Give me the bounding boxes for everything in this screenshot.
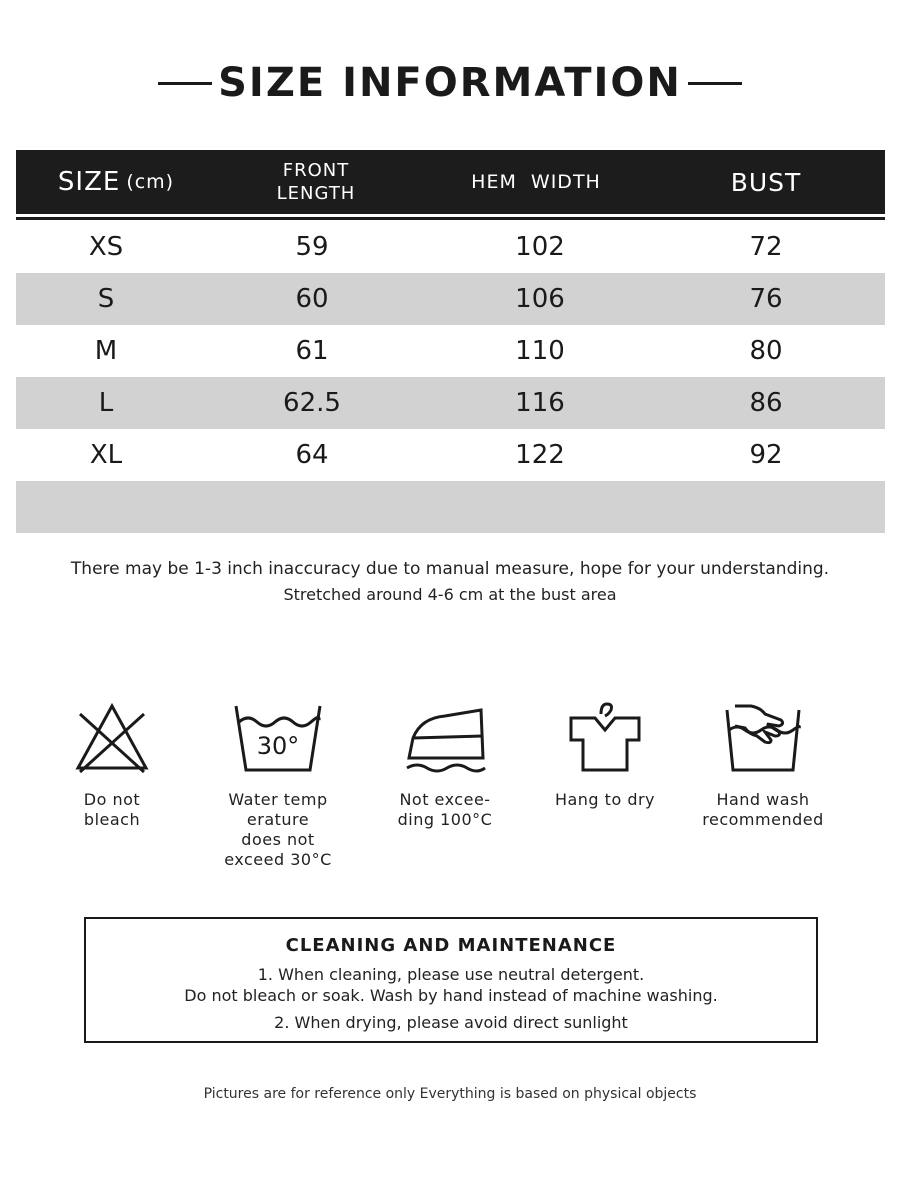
cell-front-length: 59: [295, 232, 329, 262]
cell-hem-width: 106: [515, 284, 565, 314]
header-front-length-line1: FRONT: [282, 160, 350, 181]
title-rule-left: [158, 82, 212, 85]
care-item-iron: [370, 700, 520, 830]
wash-30-icon: [228, 700, 328, 776]
table-row: [16, 429, 885, 481]
cell-hem-width: 110: [515, 336, 565, 366]
cell-front-length: 61: [295, 336, 329, 366]
care-label-no-bleach: Do not bleach: [83, 790, 141, 829]
size-table-header: [16, 150, 885, 214]
cleaning-line-3: 2. When drying, please avoid direct sunlight: [274, 1013, 628, 1032]
size-information-title: [0, 55, 900, 111]
reference-footer: Pictures are for reference only Everything is based on physical objects: [203, 1086, 697, 1102]
cell-size: M: [94, 336, 118, 366]
cell-bust: 92: [749, 440, 783, 470]
care-item-hand-wash: [688, 700, 838, 830]
table-row: [16, 377, 885, 429]
cleaning-maintenance-box: [84, 917, 818, 1043]
header-size: [16, 150, 216, 214]
hang-dry-icon: [565, 700, 645, 776]
cleaning-line-1: 1. When cleaning, please use neutral detergent.: [257, 965, 645, 984]
table-row-empty: [16, 481, 885, 533]
cell-bust: 72: [749, 232, 783, 262]
title-rule-right: [688, 82, 742, 85]
cell-front-length: 62.5: [283, 388, 341, 418]
care-label-hang-dry: Hang to dry: [554, 790, 656, 809]
cell-hem-width: 102: [515, 232, 565, 262]
cell-hem-width: 116: [515, 388, 565, 418]
cell-front-length: 60: [295, 284, 329, 314]
care-item-no-bleach: [37, 700, 187, 830]
cell-size: L: [98, 388, 114, 418]
iron-icon: [403, 700, 487, 776]
header-size-label: SIZE: [57, 167, 121, 197]
cell-hem-width: 122: [515, 440, 565, 470]
page-title: SIZE INFORMATION: [218, 60, 682, 106]
table-row: [16, 273, 885, 325]
header-size-unit: (cm): [126, 171, 175, 193]
header-front-length-line2: LENGTH: [276, 183, 356, 204]
table-row: [16, 221, 885, 273]
care-label-wash-30: Water temp erature does not exceed 30°C: [224, 790, 332, 869]
cell-bust: 86: [749, 388, 783, 418]
no-bleach-icon: [74, 700, 150, 776]
table-row: [16, 325, 885, 377]
accuracy-note: There may be 1-3 inch inaccuracy due to manual measure, hope for your understanding.: [70, 559, 830, 579]
header-bust: BUST: [730, 167, 802, 197]
wash-temp-text: 30°: [256, 732, 300, 760]
care-item-wash-30: [203, 700, 353, 870]
care-item-hang-dry: [530, 700, 680, 810]
cleaning-title: CLEANING AND MAINTENANCE: [285, 935, 617, 956]
header-divider: [16, 217, 885, 220]
cell-size: XS: [88, 232, 124, 262]
care-label-iron: Not excee- ding 100°C: [397, 790, 493, 829]
cell-size: XL: [89, 440, 123, 470]
cell-size: S: [97, 284, 115, 314]
header-front-length: [256, 150, 376, 214]
cleaning-line-2: Do not bleach or soak. Wash by hand instead of machine washing.: [184, 986, 718, 1005]
cell-bust: 80: [749, 336, 783, 366]
care-label-hand-wash: Hand wash recommended: [702, 790, 824, 829]
stretch-note: Stretched around 4-6 cm at the bust area: [283, 585, 617, 604]
header-hem-width: HEM WIDTH: [471, 171, 601, 193]
hand-wash-icon: [721, 700, 805, 776]
cell-bust: 76: [749, 284, 783, 314]
cell-front-length: 64: [295, 440, 329, 470]
